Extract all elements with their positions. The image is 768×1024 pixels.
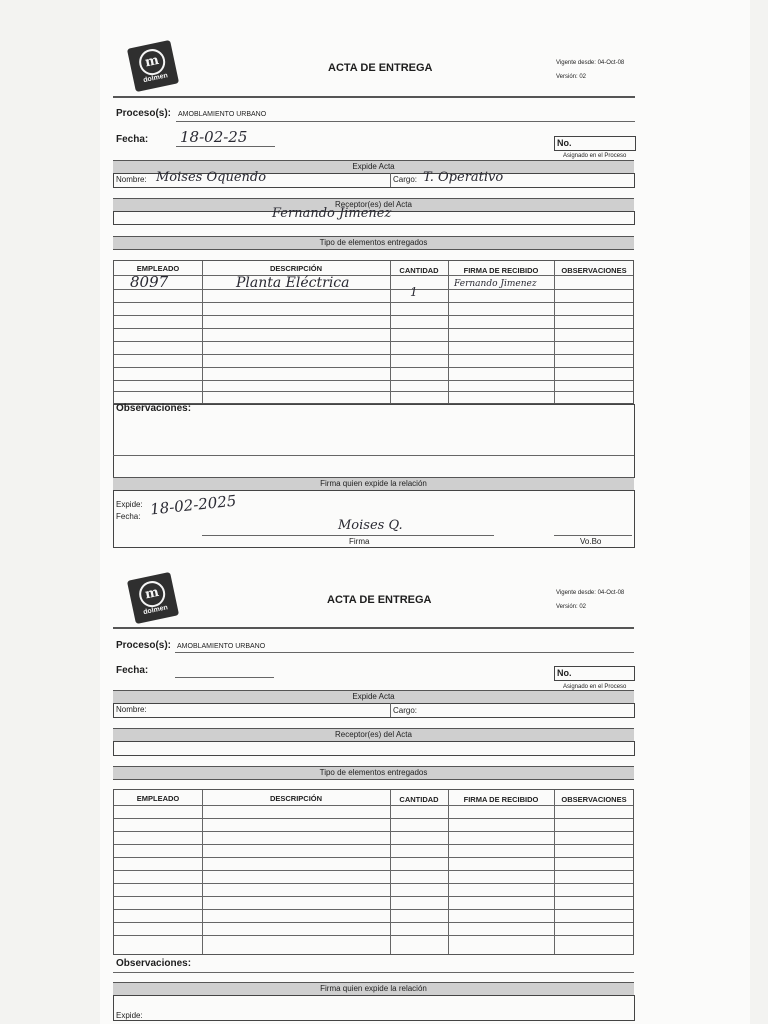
proceso-value: AMOBLAMIENTO URBANO bbox=[178, 111, 267, 118]
col-observaciones-2: OBSERVACIONES bbox=[561, 795, 627, 804]
tipo-elementos-bar-2: Tipo de elementos entregados bbox=[113, 766, 634, 780]
header-divider bbox=[113, 96, 635, 98]
firma-quien-bar-2: Firma quien expide la relación bbox=[113, 982, 634, 996]
vobo-label: Vo.Bo bbox=[580, 537, 602, 546]
proceso-label-2: Proceso(s): bbox=[116, 640, 172, 651]
firma-quien-bar: Firma quien expide la relación bbox=[113, 477, 634, 491]
tipo-elementos-bar: Tipo de elementos entregados bbox=[113, 236, 634, 250]
fecha-label-2: Fecha: bbox=[116, 512, 141, 521]
expide-handwritten: 18-02-2025 bbox=[149, 491, 238, 519]
col-empleado-2: EMPLEADO bbox=[136, 794, 180, 803]
elements-table-1 bbox=[113, 260, 634, 404]
row-cantidad: 1 bbox=[410, 285, 418, 299]
nombre-handwritten: Moises Oquendo bbox=[156, 170, 267, 185]
row-firma: Fernando Jimenez bbox=[454, 279, 537, 289]
logo-mark-icon: m bbox=[137, 579, 168, 610]
cargo-label-2: Cargo: bbox=[393, 706, 418, 715]
receptor-field-2[interactable] bbox=[113, 741, 635, 756]
observaciones-label-2: Observaciones: bbox=[116, 958, 192, 969]
vigente-text: Vigente desde: 04-Oct-08 bbox=[556, 60, 625, 66]
dolmen-logo: m dolmen bbox=[127, 40, 179, 92]
row-descripcion: Planta Eléctrica bbox=[236, 275, 350, 291]
no-label-2: No. bbox=[557, 668, 572, 678]
signature-handwritten: Moises Q. bbox=[338, 518, 403, 533]
no-label: No. bbox=[557, 138, 572, 148]
col-firma-recibido: FIRMA DE RECIBIDO bbox=[463, 266, 539, 275]
elements-table-2 bbox=[113, 789, 634, 955]
expide-label-2: Expide: bbox=[116, 1011, 143, 1020]
row-empleado: 8097 bbox=[130, 273, 169, 291]
receptor-bar: Receptor(es) del Acta bbox=[113, 198, 634, 212]
logo-mark-icon: m bbox=[137, 47, 168, 78]
asignado-text-2: Asignado en el Proceso bbox=[563, 684, 627, 690]
cargo-handwritten: T. Operativo bbox=[423, 170, 504, 185]
observaciones-label: Observaciones: bbox=[116, 403, 192, 414]
observaciones-box bbox=[113, 404, 635, 478]
form-title: ACTA DE ENTREGA bbox=[328, 62, 433, 74]
col-firma-recibido-2: FIRMA DE RECIBIDO bbox=[463, 795, 539, 804]
expide-acta-bar: Expide Acta bbox=[113, 160, 634, 174]
nombre-label: Nombre: bbox=[116, 175, 147, 184]
nombre-label-2: Nombre: bbox=[116, 705, 147, 714]
col-observaciones: OBSERVACIONES bbox=[561, 266, 627, 275]
proceso-value-2: AMOBLAMIENTO URBANO bbox=[177, 643, 266, 650]
col-cantidad-2: CANTIDAD bbox=[399, 795, 439, 804]
cargo-label: Cargo: bbox=[393, 175, 418, 184]
receptor-handwritten: Fernando Jimenez bbox=[272, 206, 392, 221]
fecha-label-f2: Fecha: bbox=[116, 665, 149, 676]
col-descripcion: DESCRIPCIÓN bbox=[269, 264, 323, 273]
expide-acta-bar-2: Expide Acta bbox=[113, 690, 634, 704]
asignado-text: Asignado en el Proceso bbox=[563, 153, 627, 159]
fecha-label: Fecha: bbox=[116, 134, 149, 145]
fecha-handwritten: 18-02-25 bbox=[180, 128, 248, 146]
firma-label: Firma bbox=[349, 537, 370, 546]
col-cantidad: CANTIDAD bbox=[399, 266, 439, 275]
vigente-text-2: Vigente desde: 04-Oct-08 bbox=[556, 590, 625, 596]
dolmen-logo-2: m dolmen bbox=[127, 572, 179, 624]
form-title-2: ACTA DE ENTREGA bbox=[327, 594, 432, 606]
receptor-bar-2: Receptor(es) del Acta bbox=[113, 728, 634, 742]
version-text-2: Versión: 02 bbox=[556, 604, 587, 610]
proceso-label: Proceso(s): bbox=[116, 108, 172, 119]
expide-label: Expide: bbox=[116, 500, 143, 509]
col-descripcion-2: DESCRIPCIÓN bbox=[269, 794, 323, 803]
col-empleado: EMPLEADO bbox=[136, 264, 180, 273]
fecha-field-2[interactable] bbox=[175, 677, 274, 678]
version-text: Versión: 02 bbox=[556, 74, 587, 80]
